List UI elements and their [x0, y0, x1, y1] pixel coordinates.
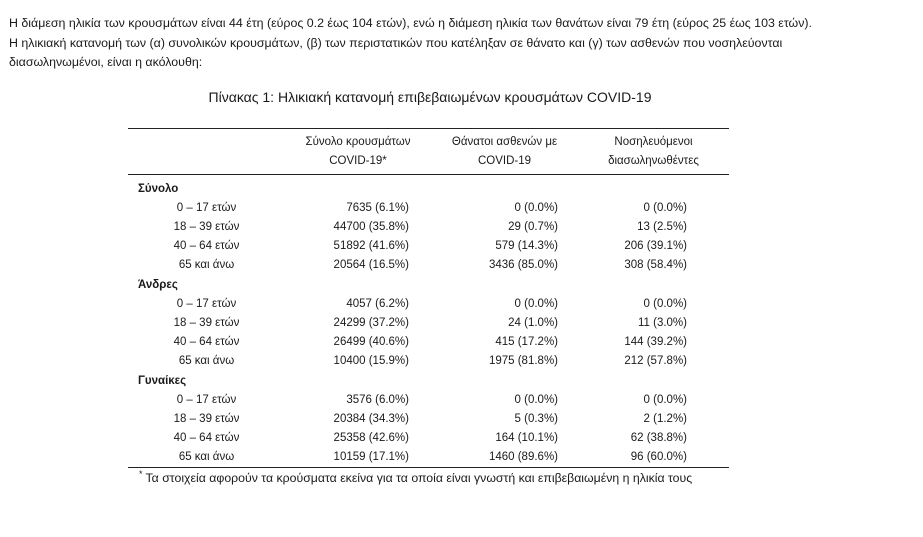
- intro-text: [9, 14, 909, 73]
- table-row: [128, 333, 729, 352]
- intubated-cell: 144 (39.2%): [624, 336, 687, 348]
- deaths-cell: 164 (10.1%): [495, 432, 558, 444]
- intubated-cell: 0 (0.0%): [643, 202, 687, 214]
- header-deaths: [431, 129, 578, 175]
- age-cell: 0 – 17 ετών: [176, 394, 237, 406]
- deaths-cell: 1975 (81.8%): [488, 355, 558, 367]
- cases-cell: 51892 (41.6%): [333, 240, 409, 252]
- age-cell: 65 και άνω: [178, 355, 235, 367]
- age-cell: 40 – 64 ετών: [173, 432, 240, 444]
- deaths-cell: 29 (0.7%): [508, 221, 558, 233]
- table-row: [128, 237, 729, 256]
- header-deaths-line2: COVID-19: [477, 155, 532, 167]
- age-cell: 65 και άνω: [178, 259, 235, 271]
- table-row: [128, 429, 729, 448]
- cases-cell: 44700 (35.8%): [333, 221, 409, 233]
- intubated-cell: 206 (39.1%): [624, 240, 687, 252]
- cases-cell: 4057 (6.2%): [346, 298, 409, 310]
- deaths-cell: 415 (17.2%): [495, 336, 558, 348]
- header-intubated-line1: Νοσηλευόμενοι: [614, 136, 693, 148]
- footnote-text: Τα στοιχεία αφορούν τα κρούσματα εκείνα για τα οποία είναι γνωστή και επιβεβαιωμένη η ηλικία τους: [145, 471, 693, 485]
- age-cell: 18 – 39 ετών: [173, 221, 240, 233]
- table-footnote: [139, 469, 692, 485]
- table-row: [128, 352, 729, 371]
- intubated-cell: 2 (1.2%): [643, 413, 687, 425]
- group-row-men: [128, 275, 729, 295]
- table-row: [128, 314, 729, 333]
- header-intubated-line2: διασωληνωθέντες: [608, 155, 699, 167]
- age-cell: 40 – 64 ετών: [173, 336, 240, 348]
- table-row: [128, 410, 729, 429]
- deaths-cell: 0 (0.0%): [514, 202, 558, 214]
- intubated-cell: 62 (38.8%): [630, 432, 687, 444]
- header-total-cases: [285, 129, 431, 175]
- header-intubated: [578, 129, 729, 175]
- table-row: [128, 448, 729, 468]
- table-caption: Πίνακας 1: Ηλικιακή κατανομή επιβεβαιωμένων κρουσμάτων COVID-19: [208, 89, 652, 105]
- intubated-cell: 308 (58.4%): [624, 259, 687, 271]
- group-row-total: [128, 179, 729, 199]
- intubated-cell: 212 (57.8%): [624, 355, 687, 367]
- cases-cell: 26499 (40.6%): [333, 336, 409, 348]
- table-row: [128, 199, 729, 218]
- cases-cell: 20564 (16.5%): [333, 259, 409, 271]
- table-header-row: [128, 129, 729, 175]
- age-cell: 18 – 39 ετών: [173, 317, 240, 329]
- cases-cell: 24299 (37.2%): [333, 317, 409, 329]
- cases-cell: 25358 (42.6%): [333, 432, 409, 444]
- table-row: [128, 256, 729, 275]
- header-total-cases-line1: Σύνολο κρουσμάτων: [305, 136, 411, 148]
- table-row: [128, 218, 729, 237]
- deaths-cell: 5 (0.3%): [514, 413, 558, 425]
- intubated-cell: 11 (3.0%): [637, 317, 687, 329]
- intubated-cell: 0 (0.0%): [643, 394, 687, 406]
- group-label: Άνδρες: [138, 278, 178, 291]
- intubated-cell: 0 (0.0%): [643, 298, 687, 310]
- cases-cell: 10159 (17.1%): [333, 451, 409, 463]
- cases-cell: 7635 (6.1%): [346, 202, 409, 214]
- deaths-cell: 579 (14.3%): [495, 240, 558, 252]
- age-cell: 40 – 64 ετών: [173, 240, 240, 252]
- cases-cell: 10400 (15.9%): [333, 355, 409, 367]
- group-label: Σύνολο: [138, 182, 179, 195]
- deaths-cell: 1460 (89.6%): [488, 451, 558, 463]
- header-deaths-line1: Θάνατοι ασθενών με: [451, 136, 558, 148]
- header-empty-cell: [128, 129, 285, 175]
- deaths-cell: 3436 (85.0%): [488, 259, 558, 271]
- intubated-cell: 13 (2.5%): [637, 221, 687, 233]
- deaths-cell: 0 (0.0%): [514, 298, 558, 310]
- age-cell: 18 – 39 ετών: [173, 413, 240, 425]
- intro-line-3: διασωληνωμένοι, είναι η ακόλουθη:: [9, 55, 203, 69]
- cases-cell: 20384 (34.3%): [333, 413, 409, 425]
- age-cell: 0 – 17 ετών: [176, 202, 237, 214]
- header-total-cases-line2: COVID-19*: [329, 155, 387, 167]
- intro-line-2: Η ηλικιακή κατανομή των (α) συνολικών κρουσμάτων, (β) των περιστατικών που κατέληξαν σε θάνατο και (γ) των ασθενών που νοσηλεύονται: [9, 35, 783, 50]
- intro-line-1: Η διάμεση ηλικία των κρουσμάτων είναι 44 έτη (εύρος 0.2 έως 104 ετών), ενώ η διάμεση ηλικία των θανάτων είναι 79 έτη (εύρος 25 έως 103 ετών).: [9, 16, 812, 30]
- deaths-cell: 0 (0.0%): [514, 394, 558, 406]
- age-distribution-table: [128, 128, 729, 468]
- footnote-marker: *: [139, 469, 143, 479]
- age-cell: 0 – 17 ετών: [176, 298, 237, 310]
- group-label: Γυναίκες: [138, 374, 187, 387]
- age-cell: 65 και άνω: [178, 451, 235, 463]
- deaths-cell: 24 (1.0%): [508, 317, 558, 329]
- group-row-women: [128, 371, 729, 391]
- intubated-cell: 96 (60.0%): [630, 451, 687, 463]
- table-row: [128, 295, 729, 314]
- table-row: [128, 391, 729, 410]
- cases-cell: 3576 (6.0%): [346, 394, 409, 406]
